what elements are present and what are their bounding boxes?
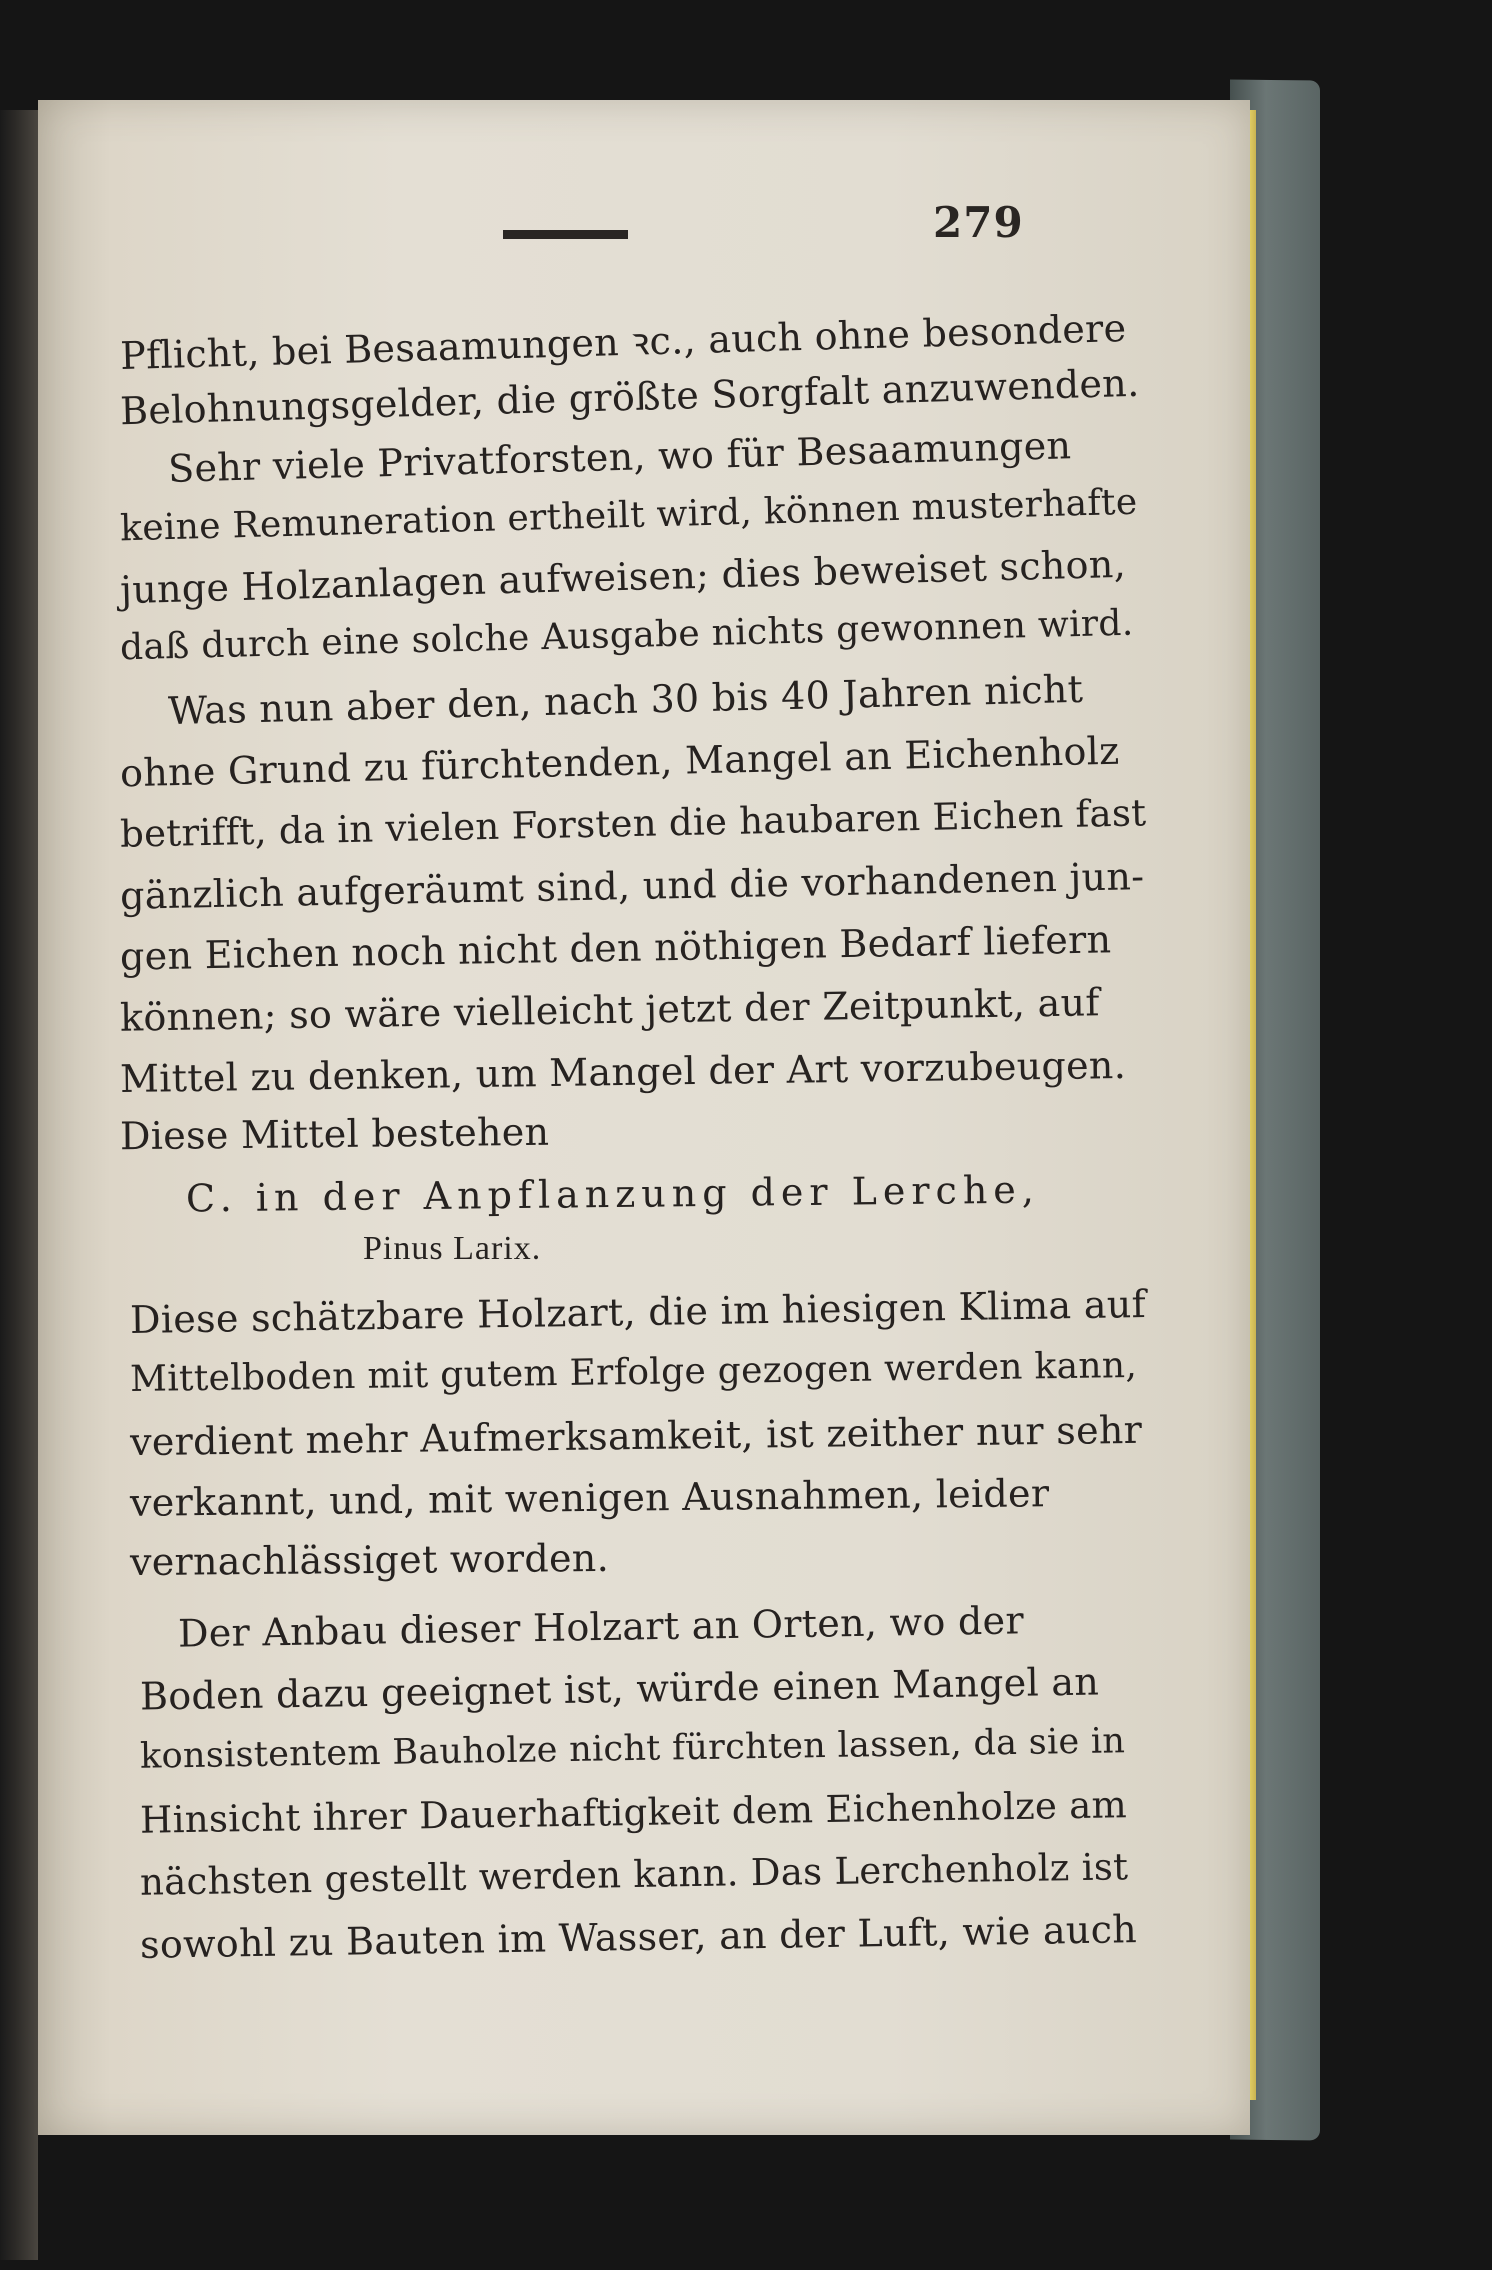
text-line: Pflicht, bei Besaamungen ꝛc., auch ohne besondere (119, 305, 1127, 379)
text-line: vernachlässiget worden. (129, 1535, 610, 1585)
text-line: sowohl zu Bauten im Wasser, an der Luft, wie auch (139, 1907, 1138, 1967)
section-heading: C. in der Anpflanzung der Lerche, (185, 1167, 1041, 1221)
text-line: Belohnungsgelder, die größte Sorgfalt anzuwenden. (119, 360, 1140, 434)
text-line: Sehr viele Privatforsten, wo für Besaamungen (167, 423, 1072, 491)
text-line: Was nun aber den, nach 30 bis 40 Jahren nicht (167, 666, 1084, 734)
latin-name: Pinus Larix. (363, 1230, 542, 1267)
text-line: gen Eichen noch nicht den nöthigen Bedarf liefern (119, 917, 1112, 979)
text-line: Diese schätzbare Holzart, die im hiesigen Klima auf (129, 1282, 1147, 1342)
page-number: 279 (933, 198, 1024, 247)
text-line: Mittelboden mit gutem Erfolge gezogen werden kann, (129, 1344, 1138, 1401)
text-line: keine Remuneration ertheilt wird, können musterhafte (119, 481, 1138, 550)
text-block (38, 100, 1250, 2135)
text-line: daß durch eine solche Ausgabe nichts gewonnen wird. (119, 602, 1134, 669)
text-line: Diese Mittel bestehen (119, 1109, 550, 1159)
text-line: Hinsicht ihrer Dauerhaftigkeit dem Eichenholze am (139, 1783, 1128, 1842)
text-line: Boden dazu geeignet ist, würde einen Mangel an (139, 1659, 1100, 1719)
text-line: Mittel zu denken, um Mangel der Art vorzubeugen. (119, 1042, 1127, 1102)
text-line: junge Holzanlagen aufweisen; dies beweiset schon, (119, 541, 1127, 613)
text-line: konsistentem Bauholze nicht fürchten lassen, da sie in (139, 1721, 1126, 1777)
book-page (38, 100, 1250, 2135)
text-line: gänzlich aufgeräumt sind, und die vorhandenen jun- (119, 854, 1145, 918)
text-line: nächsten gestellt werden kann. Das Lerchenholz ist (139, 1845, 1129, 1904)
text-line: Der Anbau dieser Holzart an Orten, wo der (177, 1598, 1025, 1656)
text-line: betrifft, da in vielen Forsten die haubaren Eichen fast (119, 791, 1147, 856)
text-line: können; so wäre vielleicht jetzt der Zeitpunkt, auf (119, 980, 1101, 1040)
book-spine-edge (0, 110, 38, 2260)
text-line: ohne Grund zu fürchtenden, Mangel an Eichenholz (119, 728, 1120, 796)
text-line: verkannt, und, mit wenigen Ausnahmen, leider (129, 1471, 1050, 1525)
text-line: verdient mehr Aufmerksamkeit, ist zeither nur sehr (129, 1407, 1143, 1465)
